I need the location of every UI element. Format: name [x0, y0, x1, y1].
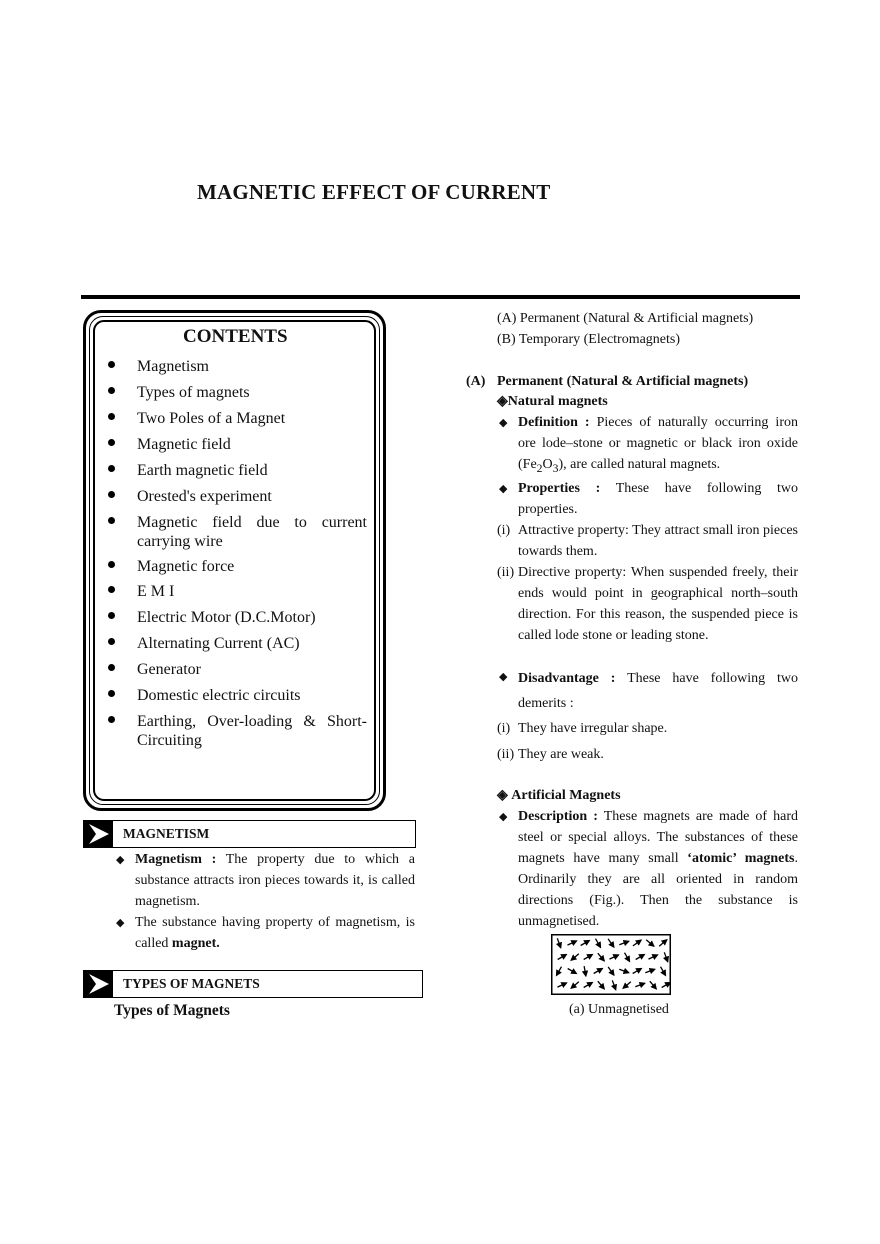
atomic-magnet-arrow — [568, 969, 577, 974]
diamond-outline-icon: ◈ — [497, 394, 508, 409]
type-a: (A) Permanent (Natural & Artificial magnets) — [497, 311, 754, 326]
section-title: TYPES OF MAGNETS — [123, 976, 260, 991]
attractive-property: Attractive property: They attract small iron pieces towards them. — [518, 523, 798, 559]
atomic-magnet-arrow — [661, 967, 666, 976]
atomic-magnet-arrow — [636, 955, 645, 960]
magnet-definition: The substance having property of magnetism, is called magnet. — [135, 915, 415, 951]
atomic-magnet-arrow — [608, 967, 614, 975]
section-header-magnetism — [83, 820, 416, 848]
contents-item: Types of magnets — [137, 384, 250, 401]
contents-item: Earth magnetic field — [137, 462, 268, 479]
atomic-magnet-arrow — [662, 983, 671, 988]
properties: Properties : These have following two properties. — [518, 481, 799, 517]
atomic-magnet-arrow — [645, 969, 654, 972]
weak: They are weak. — [518, 747, 604, 762]
disadvantage: Disadvantage : These have following two demerits : — [518, 671, 798, 711]
artificial-magnets-heading: ◈ Artificial Magnets — [497, 788, 621, 803]
atomic-magnet-arrow — [581, 941, 590, 946]
type-b: (B) Temporary (Electromagnets) — [497, 332, 681, 347]
contents-item: Two Poles of a Magnet — [137, 410, 286, 427]
atomic-magnet-arrow — [633, 969, 642, 974]
atomic-magnet-arrow — [650, 981, 656, 989]
contents-item: E M I — [137, 583, 175, 600]
list-num: (i) — [497, 721, 511, 736]
atomic-magnet-arrow — [635, 983, 644, 986]
bullet-icon — [108, 716, 115, 723]
contents-heading: CONTENTS — [183, 326, 288, 347]
atomic-magnet-arrow — [557, 967, 562, 976]
atomic-magnet-arrow — [659, 940, 667, 946]
diamond-outline-icon: ◈ — [497, 788, 508, 803]
atomic-magnet-arrow — [648, 955, 657, 959]
bullet-icon — [108, 561, 115, 568]
figure-caption: (a) Unmagnetised — [569, 1002, 669, 1017]
diamond-bullet-icon: ◆ — [499, 811, 508, 823]
list-num: (ii) — [497, 747, 515, 762]
arrow-icon — [84, 821, 113, 847]
divider — [81, 295, 800, 299]
contents-item: Generator — [137, 661, 201, 678]
atomic-magnet-arrow — [609, 955, 618, 959]
directive-property: Directive property: When suspended freely, their ends would point in geographical north–south direction. For this reason, the suspended piece is called lode stone or leading stone. — [518, 565, 798, 643]
list-num: (i) — [497, 523, 511, 538]
definition: Definition : Pieces of naturally occurring iron ore lode–stone or magnetic or black iron oxide $(Fe_2O_3)$, are called natural magnets. — [518, 415, 798, 475]
atomic-magnet-arrow — [625, 953, 630, 962]
section-title: MAGNETISM — [123, 826, 210, 841]
bullet-icon — [108, 491, 115, 498]
atomic-magnet-arrow — [567, 941, 576, 945]
atomic-magnet-arrow — [664, 952, 667, 961]
unmagnetised-figure — [551, 934, 671, 995]
page-title: MAGNETIC EFFECT OF CURRENT — [197, 180, 551, 204]
atomic-magnet-arrow — [646, 940, 654, 946]
contents-item: Alternating Current (AC) — [137, 635, 300, 652]
magnetism-definition: Magnetism : The property due to which a substance attracts iron pieces towards it, is called magnetism. — [135, 852, 415, 909]
bullet-icon — [108, 586, 115, 593]
bullet-icon — [108, 517, 115, 524]
atomic-magnet-arrow — [608, 939, 614, 947]
bullet-icon — [108, 387, 115, 394]
irregular-shape: They have irregular shape. — [518, 721, 668, 736]
atomic-magnet-arrow — [557, 983, 566, 987]
atomic-magnet-arrow — [633, 940, 641, 946]
atomic-magnet-arrow — [584, 955, 593, 960]
atomic-magnet-arrow — [571, 982, 579, 988]
bullet-icon — [108, 439, 115, 446]
atomic-magnet-arrow — [558, 955, 567, 960]
atomic-magnet-arrow — [619, 969, 628, 972]
list-num: (ii) — [497, 565, 515, 580]
atomic-magnet-arrow — [612, 980, 615, 989]
a-heading: Permanent (Natural & Artificial magnets) — [497, 374, 749, 389]
diamond-bullet-icon: ◆ — [499, 417, 508, 429]
contents-item: Electric Motor (D.C.Motor) — [137, 609, 316, 626]
types-subheading: Types of Magnets — [114, 1002, 230, 1019]
contents-item: Orested's experiment — [137, 488, 272, 505]
atomic-magnet-arrow — [619, 941, 628, 944]
bullet-icon — [108, 664, 115, 671]
contents-item: Magnetic field — [137, 436, 231, 453]
natural-magnets-heading: ◈Natural magnets — [497, 394, 608, 409]
contents-item: Magnetic force — [137, 558, 235, 575]
diamond-bullet-icon: ◆ — [499, 671, 508, 683]
bullet-icon — [108, 690, 115, 697]
description: Description : These magnets are made of hard steel or special alloys. The substances of these magnets have many small ‘atomic’ magnets. Ordinarily they are all oriented in random directions (Fig.). Then the substance is unmagnetised. — [518, 809, 798, 929]
diamond-bullet-icon: ◆ — [116, 917, 125, 929]
contents-item: Magnetism — [137, 358, 209, 375]
contents-item: Domestic electric circuits — [137, 687, 301, 704]
atomic-magnet-arrow — [584, 966, 586, 976]
bullet-icon — [108, 612, 115, 619]
atomic-magnet-arrow — [584, 983, 593, 988]
atomic-magnet-arrow — [598, 981, 604, 989]
a-heading-num: (A) — [466, 374, 486, 389]
contents-item: Magnetic field due to current carrying wire — [137, 514, 367, 550]
section-header-types — [83, 970, 423, 998]
contents-item: Earthing, Over-loading & Short-Circuiting — [137, 713, 367, 749]
diamond-bullet-icon: ◆ — [499, 483, 508, 495]
atomic-magnet-arrow — [571, 954, 579, 960]
atomic-magnet-arrow — [596, 939, 601, 948]
atomic-magnet-arrow — [557, 938, 560, 947]
atomic-magnet-arrow — [594, 969, 603, 974]
bullet-icon — [108, 413, 115, 420]
bullet-icon — [108, 361, 115, 368]
arrow-icon — [84, 971, 113, 997]
atomic-magnet-arrow — [623, 982, 631, 988]
diamond-bullet-icon: ◆ — [116, 854, 125, 866]
bullet-icon — [108, 638, 115, 645]
atomic-magnet-arrow — [598, 953, 604, 961]
bullet-icon — [108, 465, 115, 472]
